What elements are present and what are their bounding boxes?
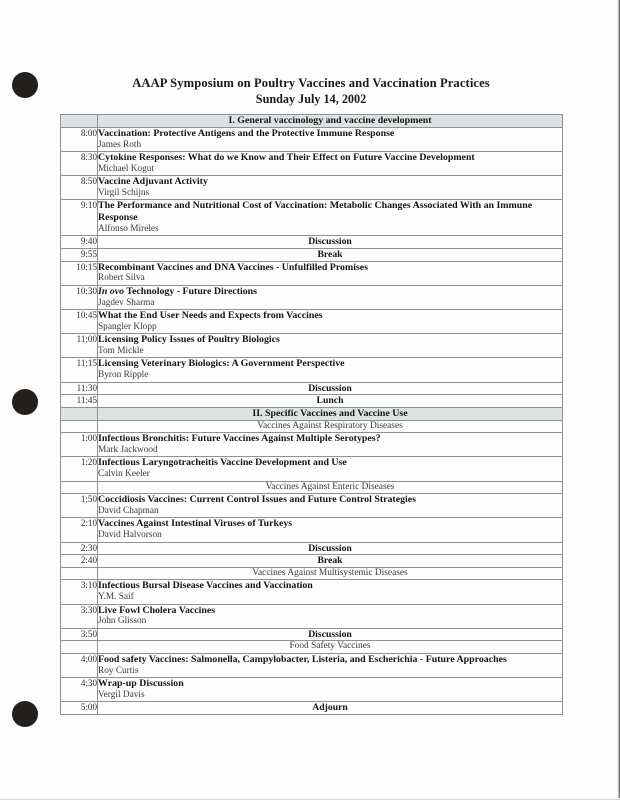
schedule-time-cell: 8:00 xyxy=(61,127,98,151)
subsection-header-label: Vaccines Against Enteric Diseases xyxy=(98,481,563,494)
talk-cell xyxy=(98,518,563,542)
schedule-time-cell xyxy=(61,567,98,580)
talk-speaker: Jagdev Sharma xyxy=(98,297,155,308)
talk-title: Live Fowl Cholera Vaccines xyxy=(98,604,216,616)
schedule-time-cell: 10:45 xyxy=(61,310,98,334)
schedule-table xyxy=(60,114,563,715)
schedule-talk-row xyxy=(61,494,563,518)
schedule-subsection-header-row xyxy=(61,481,563,494)
hole-punch-mark-middle xyxy=(12,389,38,415)
talk-title: Licensing Veterinary Biologics: A Government Perspective xyxy=(98,358,345,370)
talk-cell xyxy=(98,334,563,358)
schedule-talk-row xyxy=(61,580,563,604)
hole-punch-mark-bottom xyxy=(12,701,38,727)
event-label: Discussion xyxy=(98,382,563,395)
schedule-time-cell: 9:40 xyxy=(61,236,98,249)
talk-title: Food safety Vaccines: Salmonella, Campylobacter, Listeria, and Escherichia - Future Approaches xyxy=(98,653,507,665)
schedule-event-row xyxy=(61,702,563,715)
talk-speaker: James Roth xyxy=(98,139,142,150)
schedule-event-row xyxy=(61,382,563,395)
schedule-time-cell: 8:30 xyxy=(61,152,98,176)
schedule-section-header-row xyxy=(61,407,563,420)
schedule-time-cell: 2:40 xyxy=(61,555,98,568)
schedule-event-row xyxy=(61,542,563,555)
schedule-time-cell: 8:50 xyxy=(61,176,98,200)
talk-cell xyxy=(98,200,563,236)
schedule-talk-row xyxy=(61,334,563,358)
talk-title: The Performance and Nutritional Cost of Vaccination: Metabolic Changes Associated With an Immune Response xyxy=(98,200,533,224)
schedule-event-row xyxy=(61,395,563,408)
schedule-time-cell: 2:10 xyxy=(61,518,98,542)
schedule-time-cell: 2:30 xyxy=(61,542,98,555)
talk-cell xyxy=(98,604,563,628)
event-label: Lunch xyxy=(98,395,563,408)
schedule-talk-row xyxy=(61,358,563,382)
schedule-talk-row xyxy=(61,152,563,176)
talk-speaker: Roy Curtis xyxy=(98,665,139,676)
schedule-talk-row xyxy=(61,200,563,236)
schedule-talk-row xyxy=(61,604,563,628)
talk-speaker: Spangler Klopp xyxy=(98,321,157,332)
subsection-header-label: Vaccines Against Respiratory Diseases xyxy=(98,420,563,433)
talk-title: What the End User Needs and Expects from Vaccines xyxy=(98,310,323,321)
talk-cell xyxy=(98,457,563,481)
schedule-time-cell xyxy=(61,420,98,433)
schedule-section-header-row xyxy=(61,115,563,128)
schedule-time-cell: 1:50 xyxy=(61,494,98,518)
event-label: Adjourn xyxy=(98,702,563,715)
event-label: Discussion xyxy=(98,236,563,249)
schedule-time-cell: 11:45 xyxy=(61,395,98,408)
schedule-time-cell: 3:50 xyxy=(61,628,98,641)
talk-speaker: David Chapman xyxy=(98,505,159,516)
schedule-talk-row xyxy=(61,678,563,702)
talk-speaker: Calvin Keeler xyxy=(98,469,150,480)
talk-speaker: Alfonso Mireles xyxy=(98,224,159,234)
schedule-talk-row xyxy=(61,457,563,481)
talk-speaker: Byron Ripple xyxy=(98,370,149,381)
talk-speaker: John Glisson xyxy=(98,616,147,627)
event-label: Break xyxy=(98,249,563,262)
talk-speaker: Tom Mickle xyxy=(98,346,144,356)
section-header-label: I. General vaccinology and vaccine development xyxy=(98,115,563,128)
schedule-event-row xyxy=(61,249,563,262)
schedule-time-cell: 4:00 xyxy=(61,653,98,677)
schedule-subsection-header-row xyxy=(61,420,563,433)
schedule-time-cell xyxy=(61,481,98,494)
hole-punch-mark-top xyxy=(12,72,38,98)
schedule-time-cell: 3:10 xyxy=(61,580,98,604)
talk-speaker: Mark Jackwood xyxy=(98,444,158,455)
schedule-time-cell: 11:15 xyxy=(61,358,98,382)
talk-speaker: Virgil Schijns xyxy=(98,188,150,198)
schedule-talk-row xyxy=(61,653,563,677)
talk-title: Cytokine Responses: What do we Know and Their Effect on Future Vaccine Development xyxy=(98,152,475,163)
schedule-time-cell xyxy=(61,641,98,654)
schedule-subsection-header-row xyxy=(61,641,563,654)
talk-title xyxy=(98,286,562,298)
talk-speaker: Y.M. Saif xyxy=(98,592,134,603)
schedule-talk-row xyxy=(61,433,563,457)
talk-title: Infectious Laryngotracheitis Vaccine Development and Use xyxy=(98,457,347,469)
talk-cell xyxy=(98,176,563,200)
talk-cell xyxy=(98,285,563,309)
talk-title: Infectious Bronchitis: Future Vaccines Against Multiple Serotypes? xyxy=(98,433,381,445)
schedule-table-container xyxy=(60,114,562,715)
page-title: AAAP Symposium on Poultry Vaccines and Vaccination Practices xyxy=(132,76,490,90)
talk-cell xyxy=(98,261,563,285)
talk-cell xyxy=(98,678,563,702)
schedule-talk-row xyxy=(61,127,563,151)
talk-title: Vaccine Adjuvant Activity xyxy=(98,176,208,188)
schedule-time-cell: 10:15 xyxy=(61,261,98,285)
talk-title: Licensing Policy Issues of Poultry Biologics xyxy=(98,334,280,346)
talk-speaker: Vergil Davis xyxy=(98,689,145,700)
section-header-label: II. Specific Vaccines and Vaccine Use xyxy=(98,407,563,420)
talk-cell xyxy=(98,580,563,604)
talk-cell xyxy=(98,310,563,334)
event-label: Break xyxy=(98,555,563,568)
talk-title: Infectious Bursal Disease Vaccines and Vaccination xyxy=(98,580,313,592)
talk-cell xyxy=(98,433,563,457)
schedule-time-cell: 5:00 xyxy=(61,702,98,715)
schedule-time-cell: 9:55 xyxy=(61,249,98,262)
talk-cell xyxy=(98,127,563,151)
talk-title: Vaccination: Protective Antigens and the Protective Immune Response xyxy=(98,127,395,139)
schedule-time-cell: 3:30 xyxy=(61,604,98,628)
page-subtitle: Sunday July 14, 2002 xyxy=(255,92,367,106)
schedule-talk-row xyxy=(61,285,563,309)
schedule-event-row xyxy=(61,628,563,641)
talk-title: Coccidiosis Vaccines: Current Control Issues and Future Control Strategies xyxy=(98,494,417,506)
talk-title: Vaccines Against Intestinal Viruses of Turkeys xyxy=(98,518,293,530)
event-label: Discussion xyxy=(98,542,563,555)
schedule-time-cell: 1:20 xyxy=(61,457,98,481)
schedule-event-row xyxy=(61,555,563,568)
subsection-header-label: Vaccines Against Multisystemic Diseases xyxy=(98,567,563,580)
subsection-header-label: Food Safety Vaccines xyxy=(98,641,563,654)
talk-title: Wrap-up Discussion xyxy=(98,678,184,690)
schedule-event-row xyxy=(61,236,563,249)
talk-cell xyxy=(98,494,563,518)
talk-speaker: Robert Silva xyxy=(98,273,145,284)
schedule-time-cell: 10:30 xyxy=(61,285,98,309)
schedule-time-cell xyxy=(61,115,98,128)
talk-speaker: Michael Kogut xyxy=(98,163,155,174)
talk-title-italic-term: In ovo xyxy=(98,285,125,297)
schedule-time-cell: 11:00 xyxy=(61,334,98,358)
event-label: Discussion xyxy=(98,628,563,641)
schedule-talk-row xyxy=(61,176,563,200)
schedule-subsection-header-row xyxy=(61,567,563,580)
talk-cell xyxy=(98,152,563,176)
schedule-time-cell: 1:00 xyxy=(61,433,98,457)
schedule-talk-row xyxy=(61,310,563,334)
schedule-time-cell: 9:10 xyxy=(61,200,98,236)
talk-cell xyxy=(98,358,563,382)
talk-cell xyxy=(98,653,563,677)
schedule-talk-row xyxy=(61,518,563,542)
talk-title-text: Technology - Future Directions xyxy=(124,285,258,297)
schedule-time-cell xyxy=(61,407,98,420)
schedule-time-cell: 4:30 xyxy=(61,678,98,702)
schedule-talk-row xyxy=(61,261,563,285)
talk-title: Recombinant Vaccines and DNA Vaccines - Unfulfilled Promises xyxy=(98,261,369,273)
schedule-time-cell: 11:30 xyxy=(61,382,98,395)
talk-speaker: David Halvorson xyxy=(98,530,162,541)
